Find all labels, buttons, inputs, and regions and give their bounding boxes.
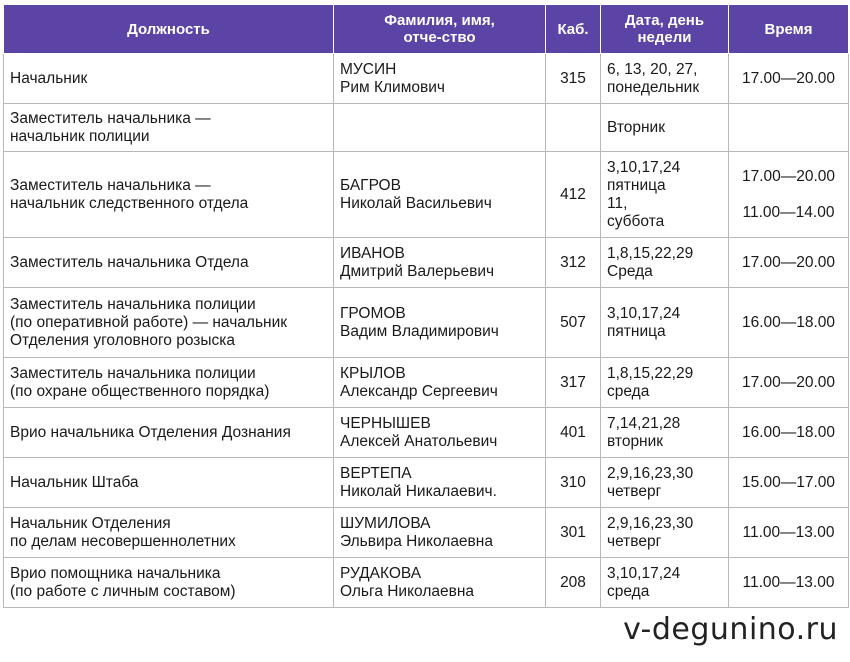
position-cell	[4, 54, 334, 104]
position-cell	[4, 508, 334, 558]
name-cell	[334, 558, 546, 608]
time-cell-line: 16.00—18.00	[741, 423, 836, 441]
name-cell-line: ГРОМОВ	[340, 304, 406, 322]
date-cell-line: четверг	[607, 482, 662, 500]
date-cell-line: четверг	[607, 532, 662, 550]
time-cell-line	[735, 186, 842, 204]
date-cell-line: пятница	[607, 176, 666, 194]
date-cell-line: 2,9,16,23,30	[607, 514, 694, 532]
date-cell	[601, 288, 729, 358]
date-cell-line: Среда	[607, 262, 653, 280]
table-row	[4, 238, 849, 288]
name-cell	[334, 508, 546, 558]
time-cell	[729, 358, 849, 408]
date-cell	[601, 458, 729, 508]
date-cell-line: 11,	[607, 194, 628, 212]
name-cell	[334, 152, 546, 238]
room-cell	[546, 104, 601, 152]
time-cell	[729, 558, 849, 608]
position-cell-line: по делам несовершеннолетних	[10, 532, 236, 550]
position-cell-line: Отделения уголовного розыска	[10, 331, 236, 349]
time-cell	[729, 104, 849, 152]
position-cell-line: начальник полиции	[10, 127, 150, 145]
name-cell-line: Николай Никалаевич.	[340, 482, 497, 500]
name-cell-line: Александр Сергеевич	[340, 382, 498, 400]
position-cell-line: Начальник Отделения	[10, 514, 171, 532]
date-cell-line: 1,8,15,22,29	[607, 364, 694, 382]
position-cell-line: Заместитель начальника —	[10, 109, 211, 127]
name-cell	[334, 358, 546, 408]
position-cell	[4, 358, 334, 408]
name-cell-line: ВЕРТЕПА	[340, 464, 412, 482]
header-time: Время	[729, 5, 849, 54]
time-cell-line: 11.00—13.00	[742, 573, 835, 591]
name-cell-line: Алексей Анатольевич	[340, 432, 498, 450]
position-cell-line: Начальник	[10, 69, 88, 87]
name-cell-line: Рим Климович	[340, 78, 445, 96]
room-cell: 401	[546, 408, 601, 458]
position-cell	[4, 152, 334, 238]
table-row	[4, 152, 849, 238]
room-cell: 507	[546, 288, 601, 358]
position-cell	[4, 238, 334, 288]
room-cell: 208	[546, 558, 601, 608]
name-cell-line: Ольга Николаевна	[340, 582, 475, 600]
name-cell-line: Николай Васильевич	[340, 194, 492, 212]
room-cell: 310	[546, 458, 601, 508]
header-date-text: Дата, день недели	[624, 12, 705, 46]
time-cell	[729, 238, 849, 288]
schedule-table	[3, 4, 849, 608]
header-date	[601, 5, 729, 54]
date-cell-line: вторник	[607, 432, 664, 450]
date-cell-line: среда	[607, 382, 650, 400]
date-cell-line: 2,9,16,23,30	[607, 464, 694, 482]
position-cell	[4, 104, 334, 152]
room-cell: 301	[546, 508, 601, 558]
date-cell-line: Вторник	[607, 118, 665, 136]
time-cell	[729, 408, 849, 458]
time-cell	[729, 288, 849, 358]
name-cell	[334, 54, 546, 104]
time-cell-line: 17.00—20.00	[741, 167, 836, 185]
time-cell-line: 17.00—20.00	[741, 373, 836, 391]
position-cell-line: Врио помощника начальника	[10, 564, 221, 582]
position-cell	[4, 458, 334, 508]
date-cell-line: 3,10,17,24	[607, 564, 681, 582]
date-cell	[601, 238, 729, 288]
date-cell-line: 7,14,21,28	[607, 414, 681, 432]
date-cell-line: 6, 13, 20, 27,	[607, 60, 698, 78]
position-cell	[4, 288, 334, 358]
name-cell	[334, 288, 546, 358]
time-cell-line: 11.00—14.00	[742, 203, 835, 221]
name-cell-line: Эльвира Николаевна	[340, 532, 493, 550]
date-cell	[601, 104, 729, 152]
date-cell-line: суббота	[607, 212, 665, 230]
position-cell-line: Врио начальника Отделения Дознания	[10, 423, 291, 441]
position-cell-line: Заместитель начальника —	[10, 176, 211, 194]
time-cell-line: 17.00—20.00	[741, 69, 836, 87]
name-cell	[334, 238, 546, 288]
name-cell-line: Дмитрий Валерьевич	[340, 262, 495, 280]
room-cell: 312	[546, 238, 601, 288]
time-cell-line: 15.00—17.00	[741, 473, 836, 491]
date-cell	[601, 54, 729, 104]
table-header-row	[4, 5, 849, 54]
position-cell	[4, 408, 334, 458]
name-cell	[334, 458, 546, 508]
date-cell-line: 3,10,17,24	[607, 158, 681, 176]
position-cell-line: Начальник Штаба	[10, 473, 139, 491]
room-cell: 412	[546, 152, 601, 238]
table-row	[4, 558, 849, 608]
watermark: v-degunino.ru	[623, 612, 838, 647]
position-cell-line: (по работе с личным составом)	[10, 582, 236, 600]
time-cell-line: 16.00—18.00	[741, 313, 836, 331]
header-name-text: Фамилия, имя, отче-ство	[384, 12, 495, 46]
table-row	[4, 54, 849, 104]
date-cell-line: среда	[607, 582, 650, 600]
position-cell	[4, 558, 334, 608]
date-cell	[601, 358, 729, 408]
table-row	[4, 104, 849, 152]
date-cell	[601, 408, 729, 458]
time-cell	[729, 458, 849, 508]
name-cell-line: МУСИН	[340, 60, 397, 78]
name-cell-line: БАГРОВ	[340, 176, 401, 194]
position-cell-line: Заместитель начальника полиции	[10, 364, 256, 382]
name-cell-line: РУДАКОВА	[340, 564, 422, 582]
date-cell-line: 3,10,17,24	[607, 304, 681, 322]
time-cell-line: 11.00—13.00	[742, 523, 835, 541]
room-cell: 315	[546, 54, 601, 104]
position-cell-line: (по оперативной работе) — начальник	[10, 313, 288, 331]
name-cell-line: ЧЕРНЫШЕВ	[340, 414, 431, 432]
name-cell-line: ИВАНОВ	[340, 244, 405, 262]
date-cell	[601, 558, 729, 608]
position-cell-line: Заместитель начальника Отдела	[10, 253, 249, 271]
time-cell-line: 17.00—20.00	[741, 253, 836, 271]
position-cell-line: Заместитель начальника полиции	[10, 295, 256, 313]
name-cell-line: КРЫЛОВ	[340, 364, 406, 382]
time-cell	[729, 152, 849, 238]
date-cell-line: пятница	[607, 322, 666, 340]
name-cell-line: ШУМИЛОВА	[340, 514, 431, 532]
header-position: Должность	[4, 5, 334, 54]
table-row	[4, 408, 849, 458]
time-cell	[729, 508, 849, 558]
name-cell	[334, 104, 546, 152]
name-cell-line: Вадим Владимирович	[340, 322, 499, 340]
room-cell: 317	[546, 358, 601, 408]
header-room: Каб.	[546, 5, 601, 54]
table-row	[4, 288, 849, 358]
header-name	[334, 5, 546, 54]
table-row	[4, 358, 849, 408]
date-cell-line: 1,8,15,22,29	[607, 244, 694, 262]
date-cell	[601, 152, 729, 238]
position-cell-line: начальник следственного отдела	[10, 194, 249, 212]
name-cell	[334, 408, 546, 458]
table-row	[4, 458, 849, 508]
position-cell-line: (по охране общественного порядка)	[10, 382, 270, 400]
table-row	[4, 508, 849, 558]
time-cell	[729, 54, 849, 104]
date-cell	[601, 508, 729, 558]
date-cell-line: понедельник	[607, 78, 700, 96]
